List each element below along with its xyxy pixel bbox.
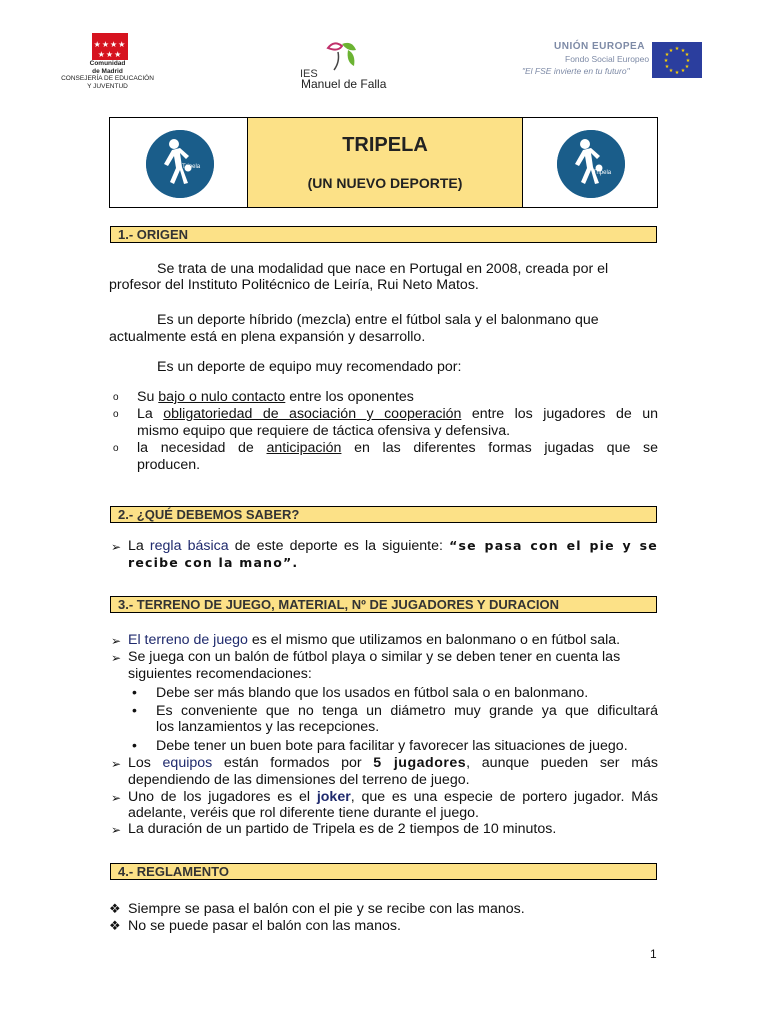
madrid-flag-icon: ★★★★ ★★★ — [92, 33, 128, 60]
diamond-bullet-icon: ❖ — [109, 901, 121, 916]
page-title: TRIPELA — [342, 134, 428, 156]
page-subtitle: (UN NUEVO DEPORTE) — [307, 175, 463, 191]
ue-motto: "El FSE invierte en tu futuro" — [522, 66, 630, 76]
svg-text:★: ★ — [664, 52, 670, 58]
title-right-cell — [523, 118, 657, 207]
sub-list-item: Debe ser más blando que los usados en fútbol sala o en balonmano. — [156, 685, 589, 701]
section-heading-origen: 1.- ORIGEN — [110, 226, 657, 243]
list-item: La duración de un partido de Tripela es de 2 tiempos de 10 minutos. — [128, 821, 557, 837]
paragraph-line: Es un deporte híbrido (mezcla) entre el fútbol sala y el balonmano que — [157, 312, 599, 328]
dot-bullet-icon: • — [132, 684, 137, 700]
list-item: No se puede pasar el balón con las manos. — [128, 918, 401, 934]
title-table — [109, 117, 658, 208]
list-item-continuation: siguientes recomendaciones: — [128, 666, 312, 682]
circle-bullet-icon: o — [113, 443, 119, 454]
svg-text:★: ★ — [674, 46, 680, 52]
svg-text:★: ★ — [674, 70, 680, 76]
paragraph-line: Se trata de una modalidad que nace en Portugal en 2008, creada por el — [157, 261, 609, 277]
page-number: 1 — [650, 947, 657, 961]
cm-line4: Y JUVENTUD — [87, 82, 128, 90]
ies-label: IES — [300, 68, 318, 80]
arrow-bullet-icon: ➢ — [111, 540, 122, 554]
ies-name: Manuel de Falla — [301, 77, 387, 91]
sub-list-item: Debe tener un buen bote para facilitar y favorecer las situaciones de juego. — [156, 738, 628, 754]
sub-list-item: Es conveniente que no tenga un diámetro muy grande ya que dificultará — [156, 703, 658, 719]
list-item: la necesidad de anticipación en las diferentes formas jugadas que se — [137, 440, 658, 456]
eu-flag-icon — [652, 42, 702, 78]
paragraph-line: actualmente está en plena expansión y desarrollo. — [109, 329, 426, 345]
dot-bullet-icon: • — [132, 737, 137, 753]
cm-line2: de Madrid — [92, 67, 123, 75]
svg-text:★: ★ — [680, 68, 686, 74]
ue-title: UNIÓN EUROPEA — [554, 41, 645, 52]
arrow-bullet-icon: ➢ — [111, 757, 122, 771]
cm-line3: CONSEJERÍA DE EDUCACIÓN — [61, 75, 154, 82]
arrow-bullet-icon: ➢ — [111, 651, 122, 665]
tripela-player-icon — [146, 130, 214, 198]
list-item: La regla básica de este deporte es la siguiente: “se pasa con el pie y se — [128, 538, 658, 554]
section-heading-terreno: 3.- TERRENO DE JUEGO, MATERIAL, Nº DE JUGADORES Y DURACION — [110, 596, 657, 613]
paragraph-line: Es un deporte de equipo muy recomendado por: — [157, 359, 462, 375]
list-item-continuation: mismo equipo que requiere de táctica ofensiva y defensiva. — [137, 423, 511, 439]
svg-text:★: ★ — [668, 68, 674, 74]
section-heading-reglamento: 4.- REGLAMENTO — [110, 863, 657, 880]
dot-bullet-icon: • — [132, 702, 137, 718]
list-item: Los equipos están formados por 5 jugadores, aunque pueden ser más — [128, 755, 658, 771]
cm-line1: Comunidad — [89, 60, 126, 67]
circle-bullet-icon: o — [113, 409, 119, 420]
list-item: Su bajo o nulo contacto entre los oponentes — [137, 389, 414, 405]
svg-text:★: ★ — [668, 48, 674, 54]
svg-text:★: ★ — [684, 64, 690, 70]
svg-text:★: ★ — [685, 58, 691, 64]
list-item: Siempre se pasa el balón con el pie y se recibe con las manos. — [128, 901, 525, 917]
list-item: Se juega con un balón de fútbol playa o similar y se deben tener en cuenta las — [128, 649, 621, 665]
svg-text:★: ★ — [664, 64, 670, 70]
list-item: La obligatoriedad de asociación y cooperación entre los jugadores de un — [137, 406, 658, 422]
arrow-bullet-icon: ➢ — [111, 823, 122, 837]
title-center-cell — [248, 118, 523, 207]
list-item-continuation: dependiendo de las dimensiones del terreno de juego. — [128, 772, 470, 788]
svg-text:Tripela: Tripela — [182, 164, 201, 170]
arrow-bullet-icon: ➢ — [111, 634, 122, 648]
section-heading-que-debemos-saber: 2.- ¿QUÉ DEBEMOS SABER? — [110, 506, 657, 523]
ue-subtitle: Fondo Social Europeo — [565, 54, 650, 64]
svg-text:★: ★ — [684, 52, 690, 58]
paragraph-line: profesor del Instituto Politécnico de Leiría, Rui Neto Matos. — [109, 277, 479, 293]
sub-list-item-continuation: los lanzamientos y las recepciones. — [156, 719, 380, 735]
list-item: El terreno de juego es el mismo que utilizamos en balonmano o en fútbol sala. — [128, 632, 621, 648]
list-item: Uno de los jugadores es el joker, que es una especie de portero jugador. Más — [128, 789, 658, 805]
svg-text:★: ★ — [663, 58, 669, 64]
title-left-cell — [110, 118, 248, 207]
diamond-bullet-icon: ❖ — [109, 918, 121, 933]
circle-bullet-icon: o — [113, 392, 119, 403]
svg-text:Tripela: Tripela — [593, 170, 612, 176]
list-item-continuation: producen. — [137, 457, 201, 473]
list-item-continuation: recibe con la mano”. — [128, 555, 299, 570]
list-item-continuation: adelante, veréis que rol diferente tiene durante el juego. — [128, 805, 479, 821]
svg-text:★: ★ — [680, 48, 686, 54]
arrow-bullet-icon: ➢ — [111, 791, 122, 805]
cm-text — [50, 60, 165, 90]
tripela-player-icon — [557, 130, 625, 198]
